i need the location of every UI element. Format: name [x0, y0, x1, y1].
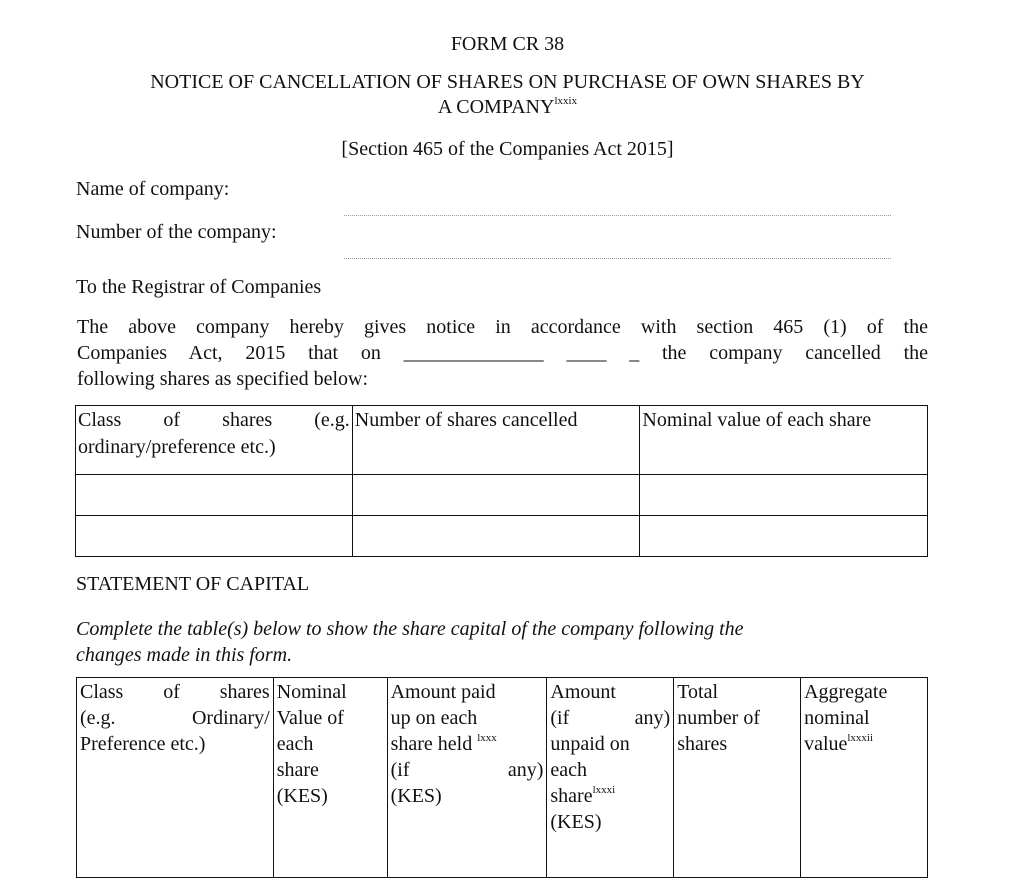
- endnote-ref-lxxxi[interactable]: lxxxi: [592, 784, 616, 796]
- form-heading-line-2: A $COMPANY^{lxxix}$: [437, 95, 578, 118]
- section-reference: [Section 465 of the Companies Act 2015]: [341, 138, 674, 160]
- addressee: To the Registrar of Companies: [76, 276, 322, 298]
- header-total-shares: Total number of shares: [674, 678, 801, 878]
- endnote-ref-lxxx[interactable]: lxxx: [477, 732, 497, 744]
- share-capital-table: [76, 677, 928, 878]
- header-number-cancelled: Number of shares cancelled: [352, 406, 640, 475]
- table-cell[interactable]: [352, 475, 640, 516]
- cancellation-date-blank[interactable]: ______________: [403, 342, 544, 364]
- table-header-row: [77, 678, 928, 878]
- form-number: FORM CR 38: [450, 33, 565, 55]
- statement-of-capital-heading: STATEMENT OF CAPITAL: [76, 573, 310, 595]
- company-number-label: Number of the company:: [76, 221, 277, 243]
- company-name-label: Name of company:: [76, 178, 230, 200]
- cancellation-date-blank-2[interactable]: ____: [566, 342, 607, 364]
- header-nominal-value: Nominal Value of each share (KES): [273, 678, 387, 878]
- header-nominal-value: Nominal value of each share: [640, 406, 928, 475]
- table-cell[interactable]: [352, 516, 640, 557]
- form-heading: [0, 70, 1015, 120]
- notice-line-1: The above company hereby gives notice in accordance with section 465 (1) of the: [77, 316, 928, 338]
- capital-instructions: [76, 616, 744, 668]
- table-cell[interactable]: [640, 516, 928, 557]
- notice-line-2: Companies Act, 2015 that on ______________ ____ _ the company cancelled the: [77, 342, 929, 364]
- header-amount-paid: Amount paid up on each share held $^{lxxx}$ (if any) (KES): [387, 678, 547, 878]
- form-heading-line-1: NOTICE OF CANCELLATION OF SHARES ON PURCHASE OF OWN SHARES BY: [150, 71, 865, 93]
- capital-instructions-line-2: changes made in this form.: [76, 644, 293, 666]
- header-class-of-shares: Class of shares (e.g. Ordinary/ Preference etc.): [77, 678, 274, 878]
- header-amount-unpaid: Amount (if any) unpaid on each share$^{lxxxi}$ (KES): [547, 678, 674, 878]
- table-cell[interactable]: [76, 475, 353, 516]
- header-class-of-shares: Class of shares (e.g. ordinary/preference etc.): [76, 406, 353, 475]
- table-cell[interactable]: [640, 475, 928, 516]
- header-aggregate-nominal-value: Aggregate nominal value$^{lxxxii}$: [801, 678, 928, 878]
- cancelled-shares-table: [75, 405, 928, 557]
- table-cell[interactable]: [76, 516, 353, 557]
- table-row: [76, 516, 928, 557]
- notice-line-3: following shares as specified below:: [77, 368, 369, 390]
- company-name-field[interactable]: [344, 215, 891, 216]
- capital-instructions-line-1: Complete the table(s) below to show the share capital of the company following the: [76, 618, 744, 640]
- table-header-row: [76, 406, 928, 475]
- endnote-ref-lxxxii[interactable]: lxxxii: [847, 732, 874, 744]
- table-row: [76, 475, 928, 516]
- notice-paragraph: [77, 314, 928, 392]
- endnote-ref-lxxix[interactable]: lxxix: [554, 95, 578, 107]
- cancellation-date-blank-3[interactable]: _: [629, 342, 640, 364]
- company-number-field[interactable]: [344, 258, 891, 259]
